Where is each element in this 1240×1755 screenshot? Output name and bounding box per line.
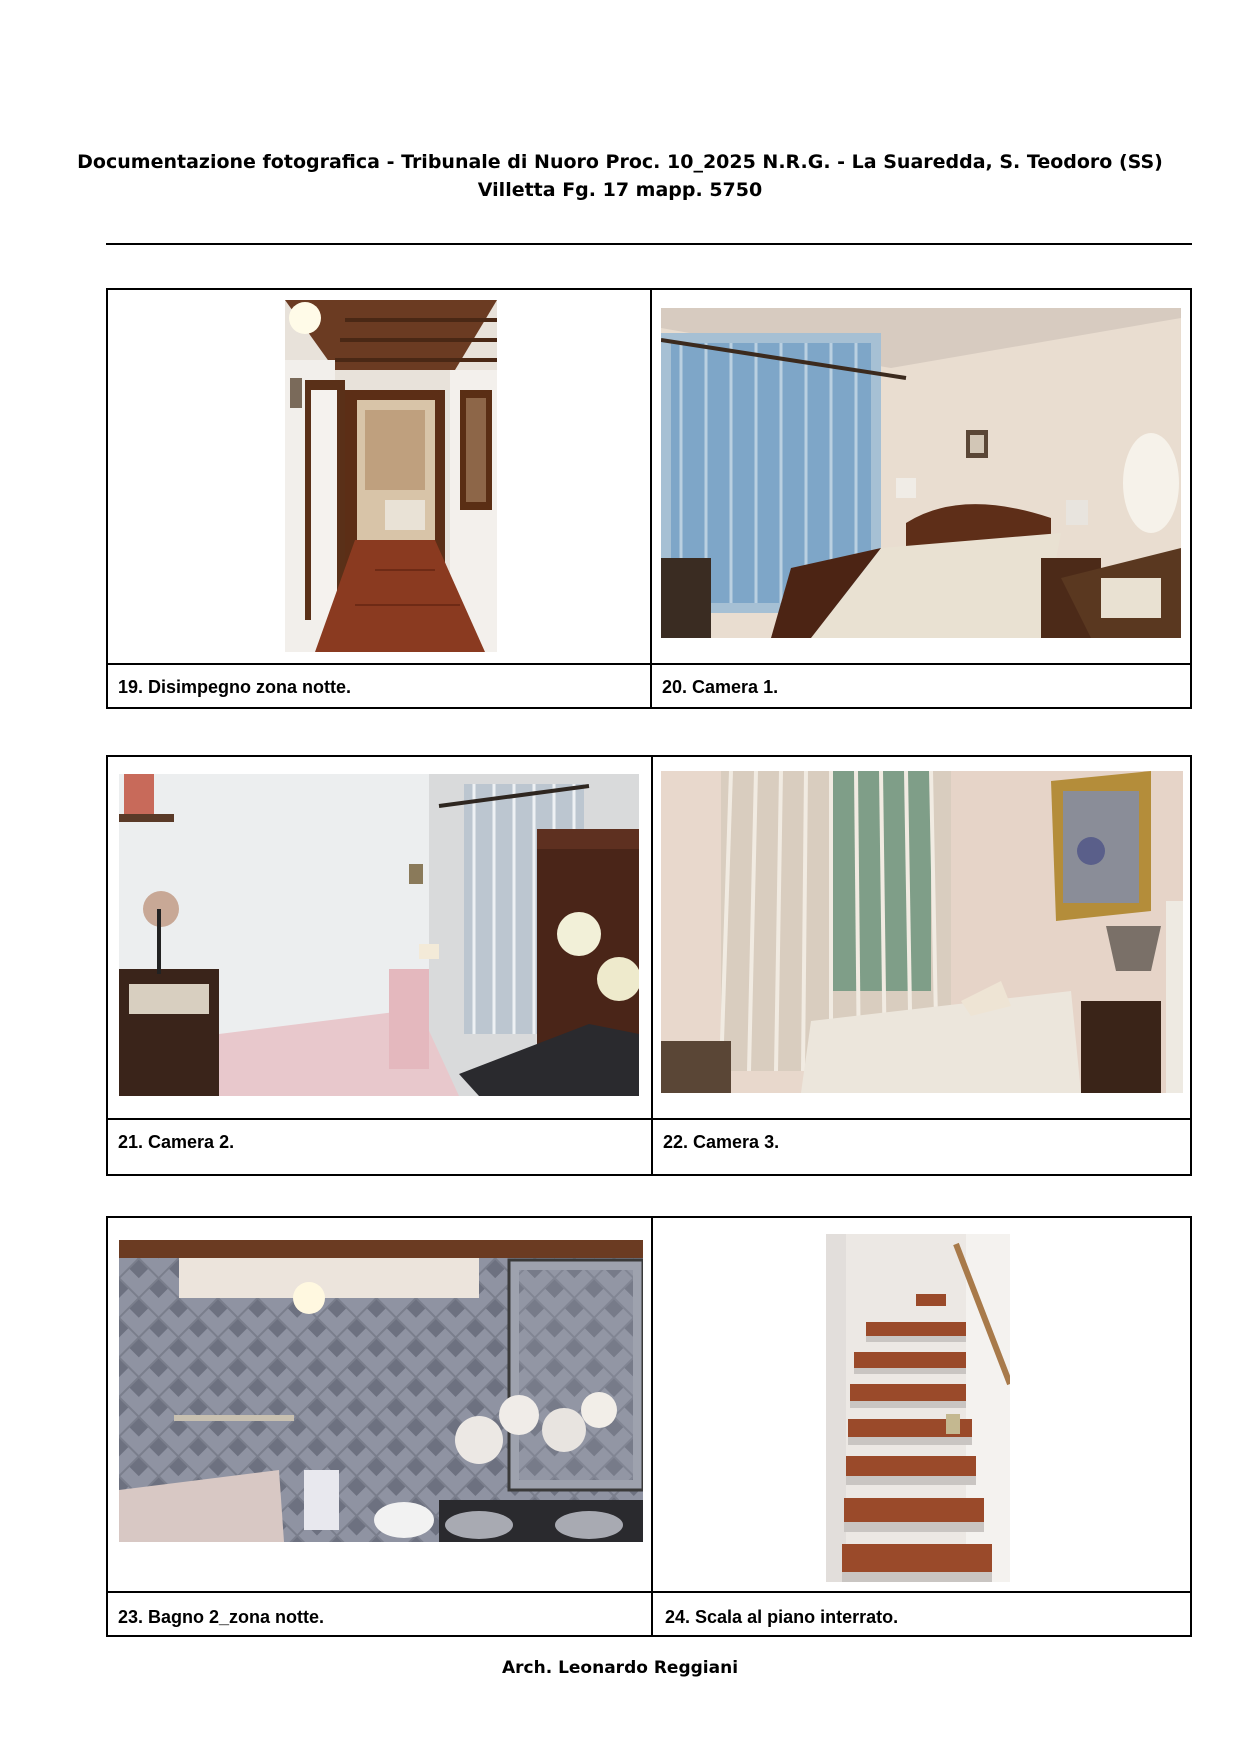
photo-19-corridor — [285, 300, 497, 652]
photo-caption: 19. Disimpegno zona notte. — [118, 677, 352, 697]
header-title: Documentazione fotografica - Tribunale di Nuoro Proc. 10_2025 N.R.G. - La Suaredda, S. Teodoro (SS) — [77, 151, 1163, 173]
table-divider — [651, 1218, 653, 1635]
photo-caption: 20. Camera 1. — [662, 677, 779, 697]
table-divider — [651, 757, 653, 1174]
photo-20-bedroom-1 — [661, 308, 1181, 638]
photo-23-bathroom — [119, 1240, 643, 1542]
photo-caption: 22. Camera 3. — [663, 1132, 780, 1152]
photo-caption: 23. Bagno 2_zona notte. — [118, 1607, 325, 1627]
photo-table-row-2 — [106, 755, 1192, 1176]
photo-22-bedroom-3 — [661, 771, 1183, 1093]
header-divider — [106, 243, 1192, 245]
photo-table-row-1 — [106, 288, 1192, 709]
document-footer: Arch. Leonardo Reggiani — [501, 1658, 739, 1678]
table-divider — [108, 663, 1190, 665]
photo-table-row-3 — [106, 1216, 1192, 1637]
table-divider — [650, 290, 652, 707]
table-divider — [108, 1591, 1190, 1593]
photo-caption: 24. Scala al piano interrato. — [665, 1607, 899, 1627]
photo-24-staircase — [826, 1234, 1010, 1582]
photo-21-bedroom-2 — [119, 774, 639, 1096]
table-divider — [108, 1118, 1190, 1120]
header-subtitle: Villetta Fg. 17 mapp. 5750 — [477, 179, 763, 201]
document-header — [0, 148, 1240, 204]
photo-caption: 21. Camera 2. — [118, 1132, 235, 1152]
